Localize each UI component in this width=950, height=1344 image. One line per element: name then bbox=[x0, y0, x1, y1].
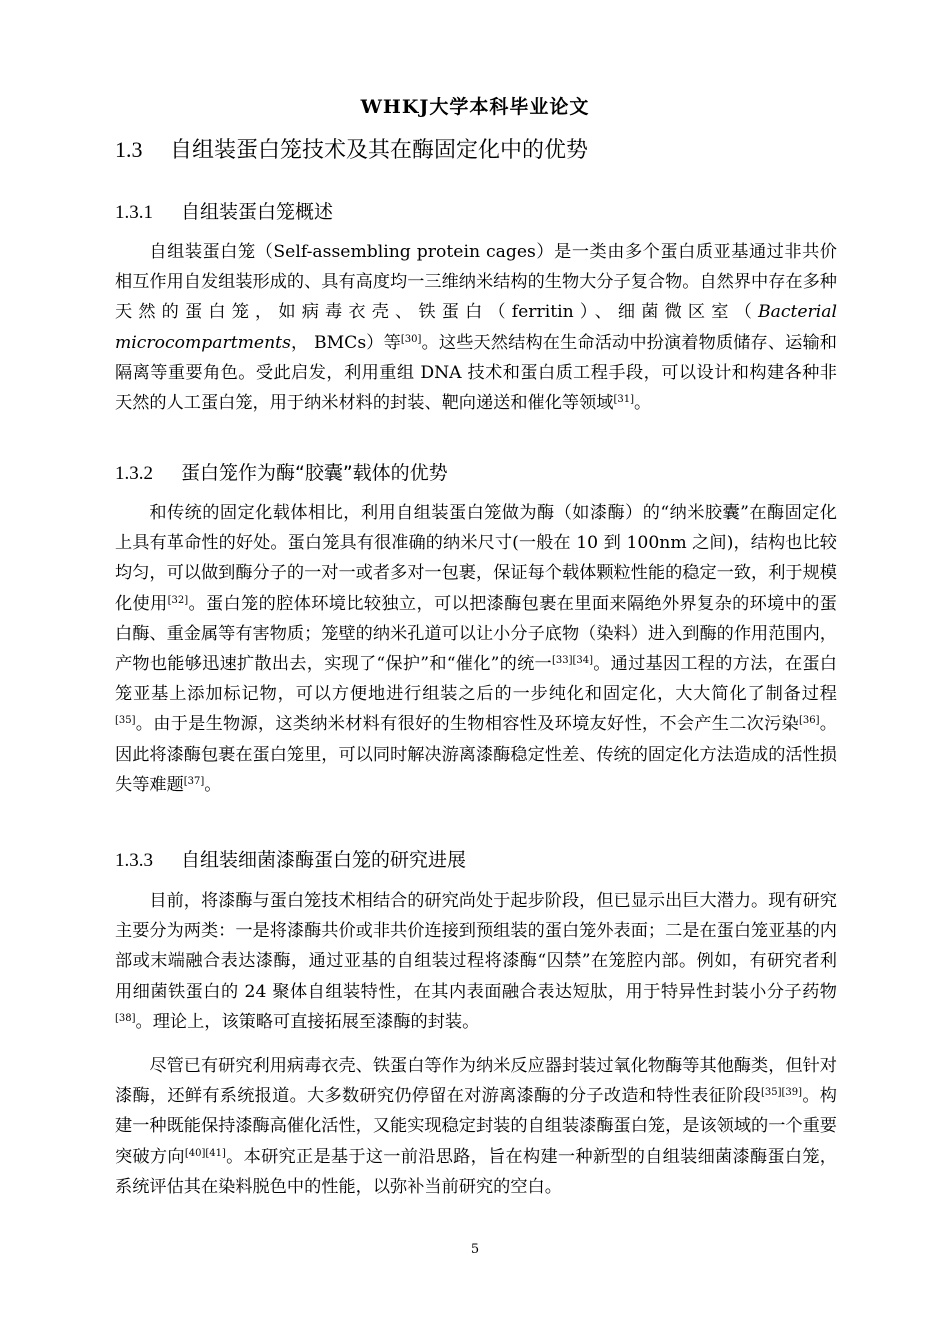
subsection-heading bbox=[115, 845, 466, 876]
citation: [40][41] bbox=[184, 1147, 226, 1159]
section-heading bbox=[115, 134, 588, 167]
subsection-heading bbox=[115, 197, 333, 228]
citation: [32] bbox=[167, 594, 189, 606]
subsection-title: 自组装蛋白笼概述 bbox=[181, 201, 334, 223]
body-paragraph: 目前，将漆酶与蛋白笼技术相结合的研究尚处于起步阶段，但已显示出巨大潜力。现有研究主要分为两类：一是将漆酶共价或非共价连接到预组装的蛋白笼外表面；二是在蛋白笼亚基的内部或末端融合表达漆酶，通过亚基的自组装过程将漆酶“囚禁”在笼腔内部。例如，有研究者利用细菌铁蛋白的 24 聚体自组装特性，在其内表面融合表达短肽，用于特异性封装小分子药物[38]。理论上，该策略可直接拓展至漆酶的封装。 bbox=[115, 891, 837, 1032]
citation: [33][34] bbox=[551, 655, 593, 667]
citation: [37] bbox=[183, 775, 205, 787]
body-paragraph: 尽管已有研究利用病毒衣壳、铁蛋白等作为纳米反应器封装过氧化物酶等其他酶类，但针对漆酶，还鲜有系统报道。大多数研究仍停留在对游离漆酶的分子改造和特性表征阶段[35][39]。构建一种既能保持漆酶高催化活性，又能实现稳定封装的自组装漆酶蛋白笼，是该领域的一个重要突破方向[40][41]。本研究正是基于这一前沿思路，旨在构建一种新型的自组装细菌漆酶蛋白笼，系统评估其在染料脱色中的性能，以弥补当前研究的空白。 bbox=[115, 1056, 837, 1197]
citation: [35][39] bbox=[761, 1087, 803, 1099]
citation: [36] bbox=[799, 715, 820, 727]
subsection-heading bbox=[115, 458, 448, 489]
subsection-number: 1.3.1 bbox=[115, 202, 153, 223]
subsection-number: 1.3.2 bbox=[115, 463, 153, 484]
subsection-title: 自组装细菌漆酶蛋白笼的研究进展 bbox=[181, 849, 467, 871]
citation: [38] bbox=[115, 1012, 136, 1024]
body-paragraph: 和传统的固定化载体相比，利用自组装蛋白笼做为酶（如漆酶）的“纳米胶囊”在酶固定化上具有革命性的好处。蛋白笼具有很准确的纳米尺寸(一般在 10 到 100nm 之间)，结构也比较均匀，可以做到酶分子的一对一或者多对一包裹，保证每个载体颗粒性能的稳定一致，利于规模化使用[32]。蛋白笼的腔体环境比较独立，可以把漆酶包裹在里面来隔绝外界复杂的环境中的蛋白酶、重金属等有害物质；笼壁的纳米孔道可以让小分子底物（染料）进入到酶的作用范围内，产物也能够迅速扩散出去，实现了“保护”和“催化”的统一[33][34]。通过基因工程的方法，在蛋白笼亚基上添加标记物，可以方便地进行组装之后的一步纯化和固定化，大大简化了制备过程[35]。由于是生物源，这类纳米材料有很好的生物相容性及环境友好性，不会产生二次污染[36]。因此将漆酶包裹在蛋白笼里，可以同时解决游离漆酶稳定性差、传统的固定化方法造成的活性损失等难题[37]。 bbox=[115, 503, 837, 795]
citation: [30] bbox=[400, 333, 422, 345]
citation: [35] bbox=[115, 715, 136, 727]
subsection-title: 蛋白笼作为酶“胶囊”载体的优势 bbox=[181, 462, 448, 484]
running-header: WHKJ大学本科毕业论文 bbox=[360, 96, 590, 118]
section-number: 1.3 bbox=[115, 137, 143, 162]
subsection-number: 1.3.3 bbox=[115, 850, 153, 871]
page-number: 5 bbox=[470, 1242, 480, 1257]
section-title: 自组装蛋白笼技术及其在酶固定化中的优势 bbox=[170, 138, 589, 163]
citation: [31] bbox=[613, 394, 634, 406]
body-paragraph: 自组装蛋白笼（Self-assembling protein cages）是一类由多个蛋白质亚基通过非共价相互作用自发组装形成的、具有高度均一三维纳米结构的生物大分子复合物。自然界中存在多种天然的蛋白笼，如病毒衣壳、铁蛋白（ferritin）、细菌微区室（Bacterial microcompartments， BMCs）等[30]。这些天然结构在生命活动中扮演着物质储存、运输和隔离等重要角色。受此启发，利用重组 DNA 技术和蛋白质工程手段，可以设计和构建各种非天然的人工蛋白笼，用于纳米材料的封装、靶向递送和催化等领域[31]。 bbox=[115, 242, 837, 414]
